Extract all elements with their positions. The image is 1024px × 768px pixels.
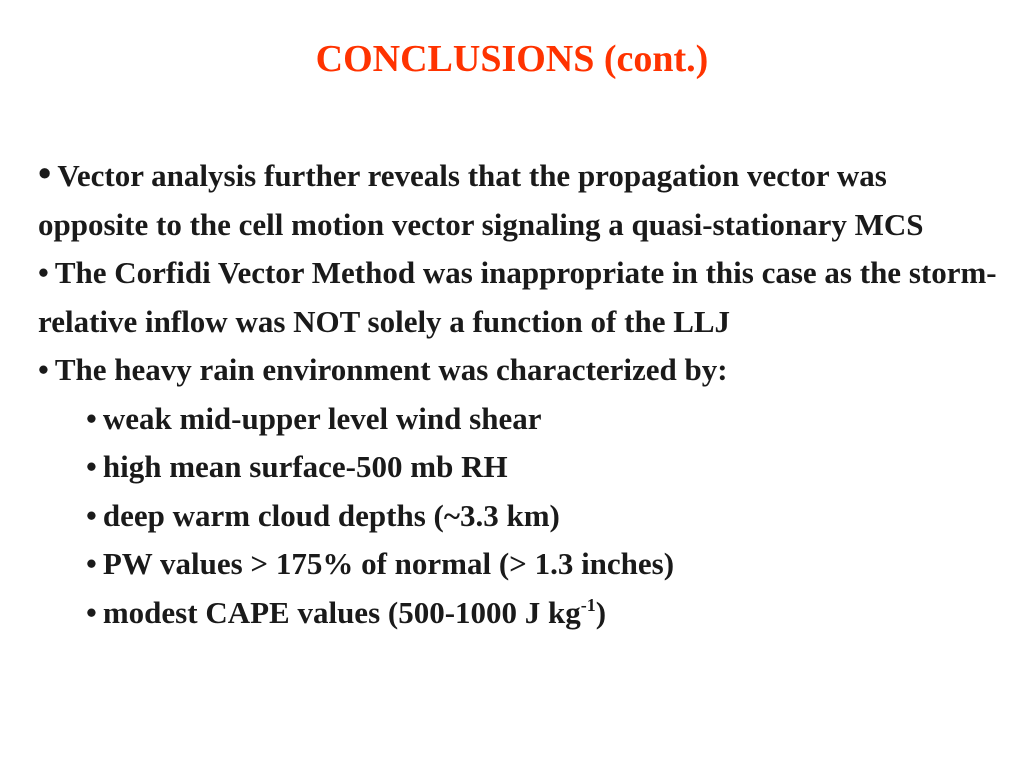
sub-bullet-text: high mean surface-500 mb RH xyxy=(102,449,508,484)
bullet-text: Vector analysis further reveals that the propagation vector was opposite to the cell motion vector signaling a quasi-stationary MCS xyxy=(38,158,924,242)
sub-bullet-item xyxy=(38,443,998,492)
slide-body xyxy=(38,150,998,637)
bullet-marker: • xyxy=(38,153,52,195)
bullet-text: The Corfidi Vector Method was inappropriate in this case as the storm-relative inflow was NOT solely a function of the LLJ xyxy=(38,255,997,339)
bullet-item xyxy=(38,346,998,395)
bullet-text: The heavy rain environment was characterized by: xyxy=(54,352,728,387)
bullet-marker: • xyxy=(86,594,97,630)
sub-bullet-text: weak mid-upper level wind shear xyxy=(102,400,542,436)
sub-bullet-item xyxy=(38,395,998,444)
sub-bullet-item xyxy=(38,540,998,589)
slide-title: CONCLUSIONS (cont.) xyxy=(315,38,709,80)
sub-bullet-text: deep warm cloud depths (~3.3 km) xyxy=(102,497,560,533)
bullet-marker: • xyxy=(86,400,97,436)
superscript-exponent: -1 xyxy=(580,594,596,615)
sub-bullet-text: PW values > 175% of normal (> 1.3 inches) xyxy=(102,546,675,581)
bullet-marker: • xyxy=(86,546,97,581)
bullet-marker: • xyxy=(38,255,49,290)
bullet-item xyxy=(38,249,998,346)
bullet-marker: • xyxy=(38,352,49,387)
sub-bullet-item xyxy=(38,589,998,638)
bullet-item xyxy=(38,150,998,249)
closing-paren: ) xyxy=(595,594,607,630)
bullet-marker: • xyxy=(86,497,97,533)
bullet-marker: • xyxy=(86,449,97,484)
sub-bullet-text: modest CAPE values (500-1000 J kg xyxy=(102,594,581,630)
sub-bullet-item xyxy=(38,492,998,541)
